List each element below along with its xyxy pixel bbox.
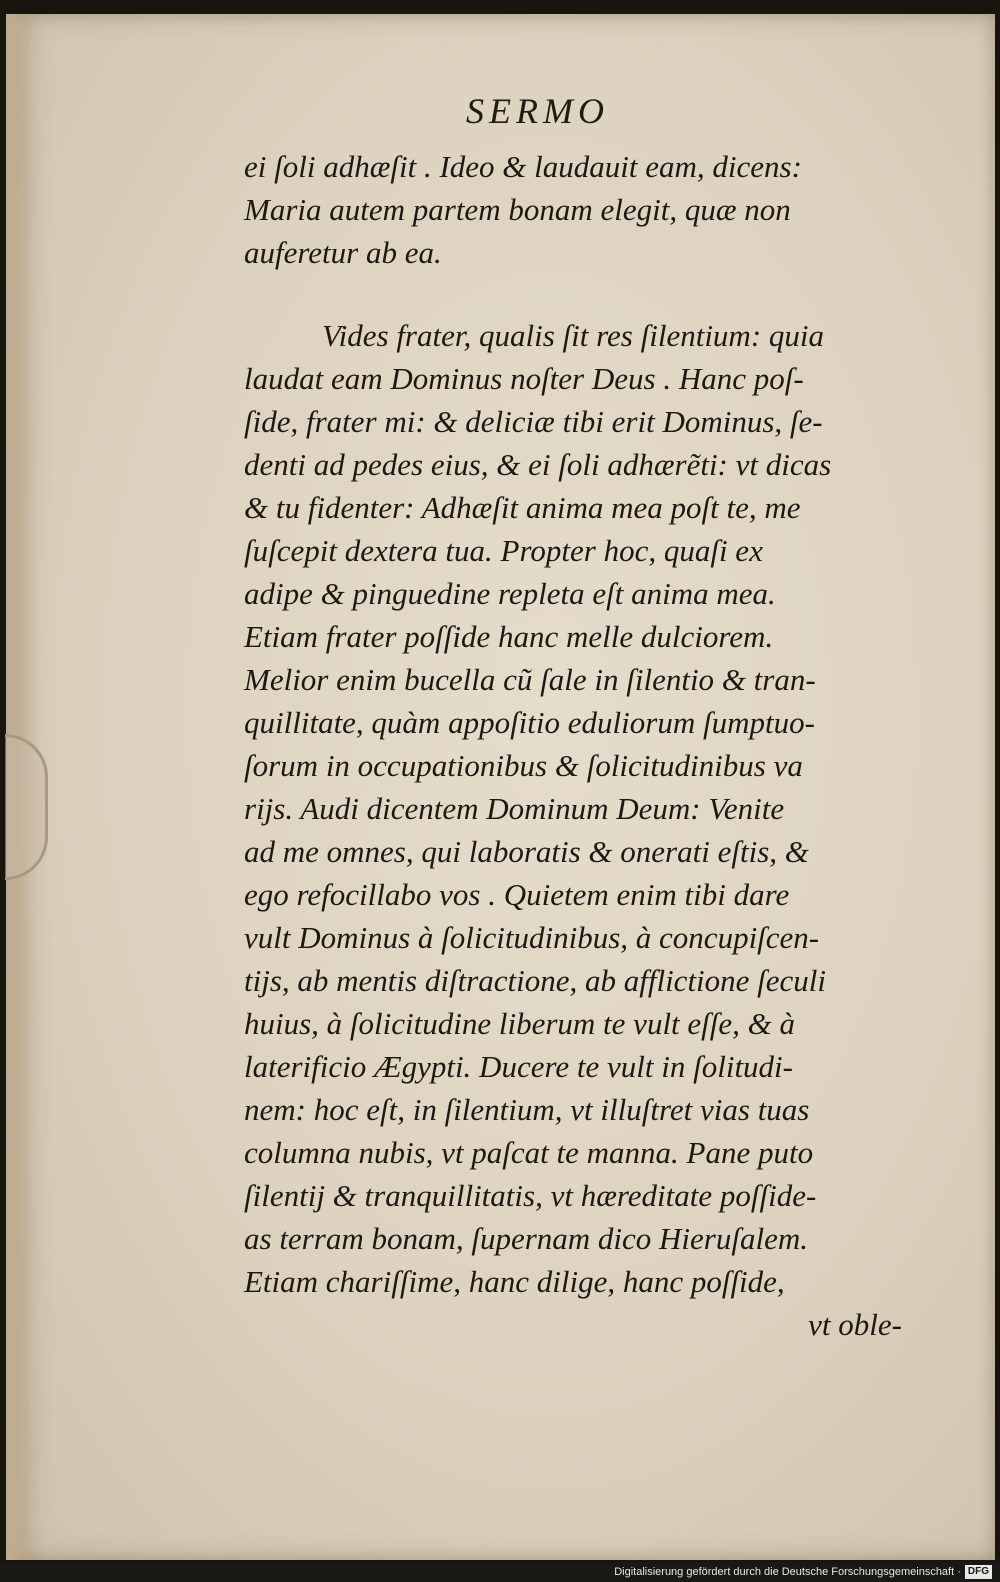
- digitization-footer: [0, 1562, 1000, 1582]
- text-line: quillitate, quàm appoſitio eduliorum ſumptuo-: [244, 705, 815, 740]
- text-line: rijs. Audi dicentem Dominum Deum: Venite: [244, 791, 785, 826]
- text-line: columna nubis, vt paſcat te manna. Pane puto: [244, 1135, 814, 1170]
- text-line: ei ſoli adhæſit . Ideo & laudauit eam, dicens:: [244, 149, 802, 184]
- paragraph-gap: [244, 274, 908, 314]
- text-line: denti ad pedes eius, & ei ſoli adhærẽti: vt dicas: [244, 447, 832, 482]
- text-line: ſorum in occupationibus & ſolicitudinibus va: [244, 748, 803, 783]
- text-line: nem: hoc eſt, in ſilentium, vt illuſtret vias tuas: [244, 1092, 810, 1127]
- text-line: laterificio Ægypti. Ducere te vult in ſolitudi-: [244, 1049, 793, 1084]
- text-line: ſuſcepit dextera tua. Propter hoc, quaſi ex: [244, 533, 763, 568]
- text-line: vult Dominus à ſolicitudinibus, à concupiſcen-: [244, 920, 820, 955]
- text-line: huius, à ſolicitudine liberum te vult eſſe, & à: [244, 1006, 796, 1041]
- text-line: Vides frater, qualis ſit res ſilentium: quia: [322, 318, 825, 353]
- text-line: Maria autem partem bonam elegit, quæ non: [244, 192, 791, 227]
- page-text: [244, 145, 908, 1346]
- text-line: ad me omnes, qui laboratis & onerati eſtis, &: [244, 834, 809, 869]
- text-line: auferetur ab ea.: [244, 235, 442, 270]
- text-line: Etiam frater poſſide hanc melle dulciorem.: [244, 619, 774, 654]
- text-line: tijs, ab mentis diſtractione, ab afflictione ſeculi: [244, 963, 827, 998]
- page-tab-mark: [5, 734, 48, 880]
- text-line: Melior enim bucella cũ ſale in ſilentio & tran-: [244, 662, 816, 697]
- text-line: ſilentij & tranquillitatis, vt hæreditate poſſide-: [244, 1178, 817, 1213]
- text-line: & tu fidenter: Adhæſit anima mea poſt te, me: [244, 490, 801, 525]
- text-line: ego refocillabo vos . Quietem enim tibi dare: [244, 877, 790, 912]
- catchword: vt oble-: [808, 1307, 902, 1342]
- dfg-logo-icon: DFG: [965, 1565, 992, 1579]
- running-head: SERMO: [466, 91, 609, 131]
- footer-credit: Digitalisierung gefördert durch die Deutsche Forschungsgemeinschaft ·: [614, 1566, 961, 1578]
- text-line: ſide, frater mi: & deliciæ tibi erit Dominus, ſe-: [244, 404, 823, 439]
- text-line: adipe & pinguedine repleta eſt anima mea.: [244, 576, 776, 611]
- text-line: as terram bonam, ſupernam dico Hieruſalem.: [244, 1221, 808, 1256]
- text-line: laudat eam Dominus noſter Deus . Hanc poſ-: [244, 361, 804, 396]
- text-line: Etiam chariſſime, hanc dilige, hanc poſſide,: [244, 1264, 785, 1299]
